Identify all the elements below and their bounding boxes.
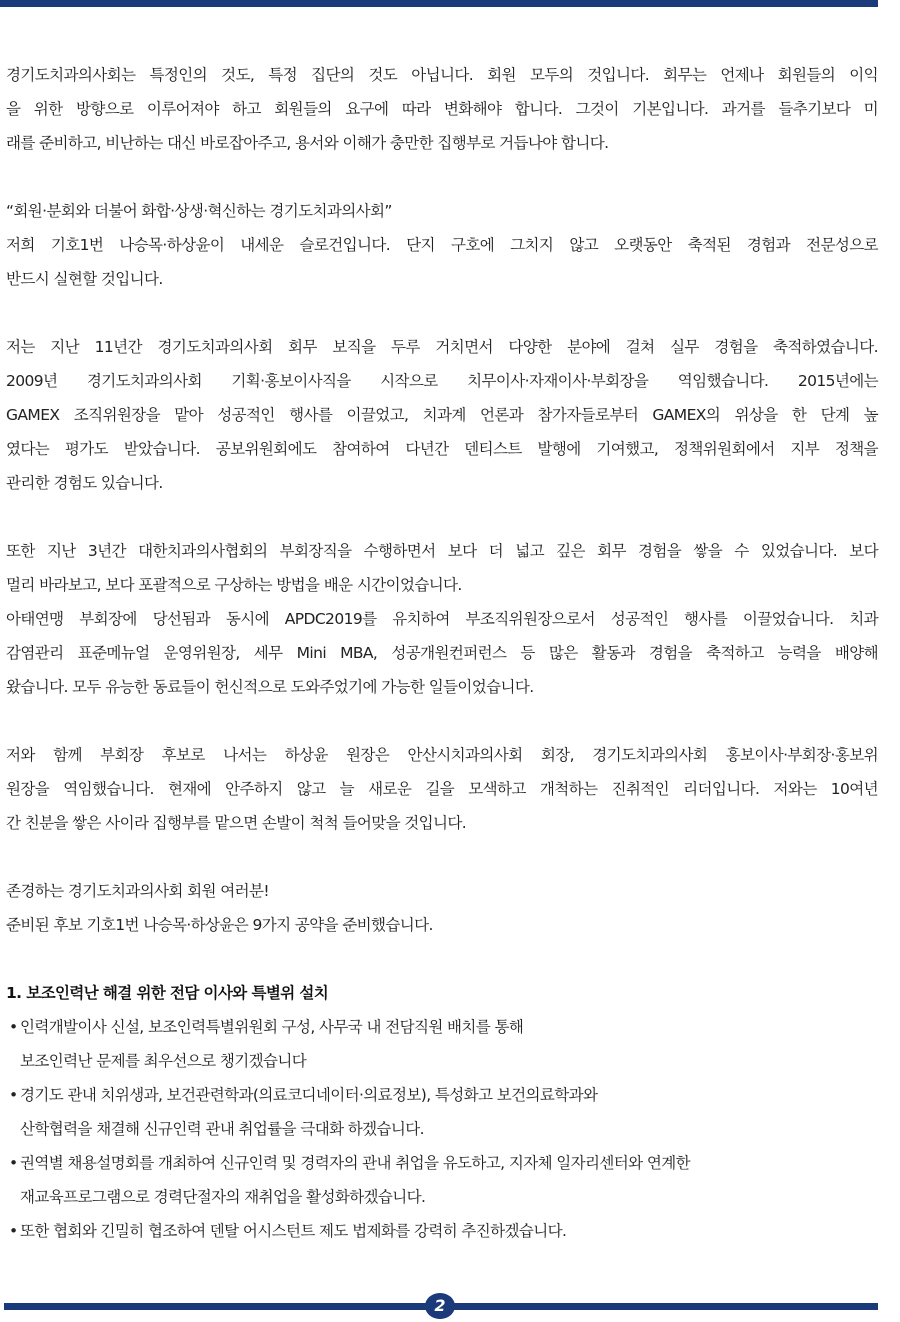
text-line: 감염관리 표준메뉴얼 운영위원장, 세무 Mini MBA, 성공개원컨퍼런스 등 많은 활동과 경험을 축적하고 능력을 배양해 xyxy=(6,644,878,662)
top-rule xyxy=(0,0,878,7)
pledge-title: 1. 보조인력난 해결 위한 전담 이사와 특별위 설치 xyxy=(6,984,329,1002)
bullet-icon: • xyxy=(9,1086,18,1104)
text-line: 래를 준비하고, 비난하는 대신 바로잡아주고, 용서와 이해가 충만한 집행부로 거듭나야 합니다. xyxy=(6,134,609,152)
text-line: 저희 기호1번 나승목·하상윤이 내세운 슬로건입니다. 단지 구호에 그치지 않고 오랫동안 축적된 경험과 전문성으로 xyxy=(6,236,878,254)
list-item-line: 인력개발이사 신설, 보조인력특별위원회 구성, 사무국 내 전담직원 배치를 통해 xyxy=(20,1018,524,1036)
pledge-section xyxy=(6,976,878,1248)
text-line: GAMEX 조직위원장을 맡아 성공적인 행사를 이끌었고, 치과계 언론과 참가자들로부터 GAMEX의 위상을 한 단계 높 xyxy=(6,406,878,424)
text-line: 저와 함께 부회장 후보로 나서는 하상윤 원장은 안산시치과의사회 회장, 경기도치과의사회 홍보이사·부회장·홍보위 xyxy=(6,746,878,764)
greeting-paragraph xyxy=(6,874,878,942)
list-item-line: 또한 협회와 긴밀히 협조하여 덴탈 어시스턴트 제도 법제화를 강력히 추진하겠습니다. xyxy=(20,1222,567,1240)
document-body xyxy=(6,58,878,1248)
career-paragraph xyxy=(6,330,878,500)
slogan-line: “회원·분회와 더불어 화합·상생·혁신하는 경기도치과의사회” xyxy=(6,202,392,220)
text-line: 간 친분을 쌓은 사이라 집행부를 맡으면 손발이 척척 들어맞을 것입니다. xyxy=(6,814,467,832)
running-mate-paragraph xyxy=(6,738,878,840)
text-line: 경기도치과의사회는 특정인의 것도, 특정 집단의 것도 아닙니다. 회원 모두의 것입니다. 회무는 언제나 회원들의 이익 xyxy=(6,66,878,84)
text-line: 원장을 역임했습니다. 현재에 안주하지 않고 늘 새로운 길을 모색하고 개척하는 진취적인 리더입니다. 저와는 10여년 xyxy=(6,780,878,798)
bullet-icon: • xyxy=(9,1018,18,1036)
text-line: 관리한 경험도 있습니다. xyxy=(6,474,163,492)
text-line: 또한 지난 3년간 대한치과의사협회의 부회장직을 수행하면서 보다 더 넓고 깊은 회무 경험을 쌓을 수 있었습니다. 보다 xyxy=(6,542,878,560)
list-item xyxy=(6,1010,878,1078)
list-item xyxy=(6,1146,878,1214)
text-line: 아태연맹 부회장에 당선됨과 동시에 APDC2019를 유치하여 부조직위원장으로서 성공적인 행사를 이끌었습니다. 치과 xyxy=(6,610,878,628)
bullet-icon: • xyxy=(9,1222,18,1240)
list-item-line: 경기도 관내 치위생과, 보건관련학과(의료코디네이터·의료정보), 특성화고 보건의료학과와 xyxy=(20,1086,598,1104)
text-line: 저는 지난 11년간 경기도치과의사회 회무 보직을 두루 거치면서 다양한 분야에 걸쳐 실무 경험을 축적하였습니다. xyxy=(6,338,878,356)
text-line: 왔습니다. 모두 유능한 동료들이 헌신적으로 도와주었기에 가능한 일들이었습니다. xyxy=(6,678,534,696)
text-line: 존경하는 경기도치과의사회 회원 여러분! xyxy=(6,882,269,900)
list-item xyxy=(6,1078,878,1146)
slogan-paragraph xyxy=(6,194,878,296)
text-line: 2009년 경기도치과의사회 기획·홍보이사직을 시작으로 치무이사·자재이사·부회장을 역임했습니다. 2015년에는 xyxy=(6,372,878,390)
list-item-line: 권역별 채용설명회를 개최하여 신규인력 및 경력자의 관내 취업을 유도하고, 지자체 일자리센터와 연계한 xyxy=(20,1154,690,1172)
list-item xyxy=(6,1214,878,1248)
kda-paragraph xyxy=(6,534,878,704)
bullet-icon: • xyxy=(9,1154,18,1172)
text-line: 을 위한 방향으로 이루어져야 하고 회원들의 요구에 따라 변화해야 합니다. 그것이 기본입니다. 과거를 들추기보다 미 xyxy=(6,100,878,118)
page-number-badge: 2 xyxy=(425,1293,455,1319)
list-item-line: 보조인력난 문제를 최우선으로 챙기겠습니다 xyxy=(20,1052,307,1070)
intro-paragraph xyxy=(6,58,878,160)
text-line: 준비된 후보 기호1번 나승목·하상윤은 9가지 공약을 준비했습니다. xyxy=(6,916,433,934)
list-item-line: 재교육프로그램으로 경력단절자의 재취업을 활성화하겠습니다. xyxy=(20,1188,426,1206)
pledge-bullet-list xyxy=(6,1010,878,1248)
text-line: 였다는 평가도 받았습니다. 공보위원회에도 참여하여 다년간 덴티스트 발행에 기여했고, 정책위원회에서 지부 정책을 xyxy=(6,440,878,458)
list-item-line: 산학협력을 채결해 신규인력 관내 취업률을 극대화 하겠습니다. xyxy=(20,1120,424,1138)
text-line: 멀리 바라보고, 보다 포괄적으로 구상하는 방법을 배운 시간이었습니다. xyxy=(6,576,462,594)
text-line: 반드시 실현할 것입니다. xyxy=(6,270,163,288)
